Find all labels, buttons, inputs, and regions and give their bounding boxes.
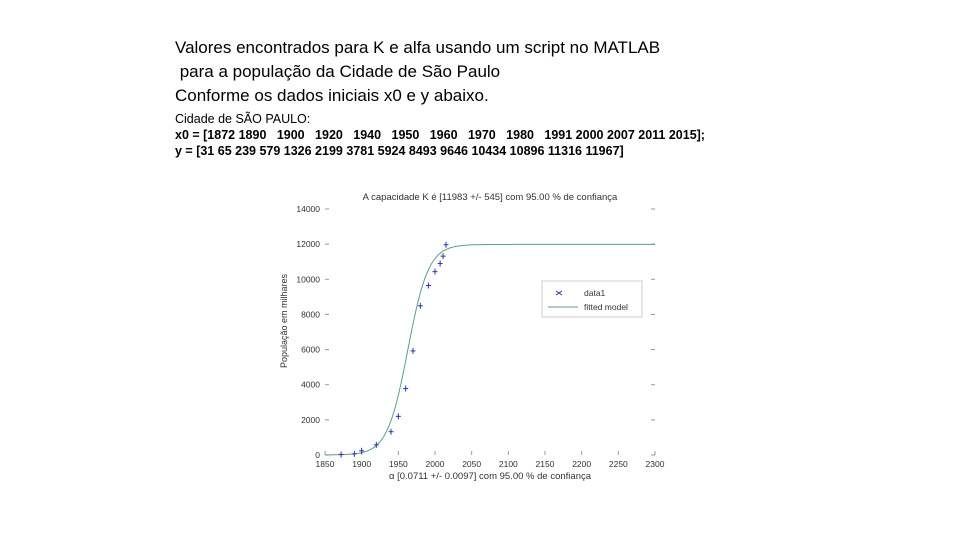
- x-tick-label: 1900: [352, 459, 372, 469]
- y-tick-label: 10000: [296, 274, 320, 285]
- data-point: [418, 303, 423, 309]
- dataset-x-values: x0 = [1872 1890 1900 1920 1940 1950 1960 1970 1980 1991 2000 2007 2011 2015];: [175, 128, 705, 142]
- data-point: [339, 451, 344, 457]
- data-point: [403, 386, 408, 392]
- heading-line-1: Valores encontrados para K e alfa usando um script no MATLAB: [175, 38, 661, 57]
- chart-legend: [542, 281, 642, 317]
- x-tick-label: 1850: [315, 459, 335, 469]
- data-point: [433, 269, 438, 275]
- chart-title: A capacidade K é [11983 +/- 545] com 95.00 % de confiança: [362, 192, 618, 203]
- chart-axes: [296, 204, 664, 469]
- data-point: [389, 429, 394, 435]
- y-tick-label: 14000: [296, 204, 320, 214]
- fitted-model-line: [325, 244, 655, 455]
- x-tick-label: 2300: [645, 459, 665, 469]
- data-point: [438, 261, 443, 267]
- y-tick-label: 8000: [301, 309, 320, 320]
- chart-ylabel: População em milhares: [279, 273, 289, 369]
- data-point: [352, 451, 357, 457]
- x-tick-label: 2000: [425, 459, 445, 469]
- dataset-y-values: y = [31 65 239 579 1326 2199 3781 5924 8493 9646 10434 10896 11316 11967]: [175, 144, 624, 158]
- fitted-model-layer: [325, 244, 655, 455]
- data-point: [396, 413, 401, 419]
- data-point: [444, 242, 449, 248]
- data-point: [411, 348, 416, 354]
- chart-xlabel: α [0.0711 +/- 0.0097] com 95.00 % de confiança: [388, 471, 592, 482]
- y-tick-label: 4000: [301, 379, 320, 390]
- data-points-layer: [339, 242, 449, 458]
- heading: [175, 36, 660, 108]
- y-tick-label: 2000: [301, 414, 320, 425]
- y-tick-label: 12000: [296, 239, 320, 250]
- legend-label-fitted-model: fitted model: [584, 302, 628, 312]
- y-tick-label: 0: [315, 450, 320, 460]
- x-tick-label: 2200: [572, 459, 592, 469]
- y-tick-label: 6000: [301, 344, 320, 355]
- dataset-block: [175, 111, 705, 159]
- data-point: [426, 283, 431, 289]
- x-tick-label: 2250: [608, 459, 628, 469]
- x-tick-label: 1950: [388, 459, 408, 469]
- heading-line-3: Conforme os dados iniciais x0 e y abaixo.: [175, 86, 489, 105]
- heading-line-2: para a população da Cidade de São Paulo: [175, 62, 501, 81]
- x-tick-label: 2100: [498, 459, 518, 469]
- x-tick-label: 2150: [535, 459, 555, 469]
- x-tick-label: 2050: [462, 459, 482, 469]
- population-chart: [270, 185, 670, 485]
- data-point: [441, 253, 446, 259]
- dataset-title: Cidade de SÃO PAULO:: [175, 112, 311, 126]
- legend-label-data1: data1: [584, 288, 606, 298]
